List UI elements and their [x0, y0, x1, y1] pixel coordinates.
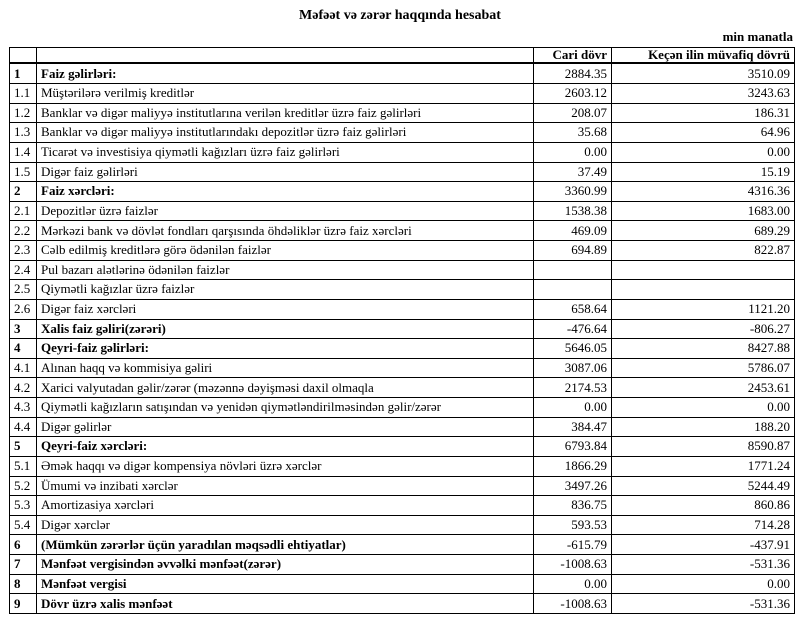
row-label-cell: Mənfəət vergisindən əvvəlki mənfəət(zərər)	[37, 555, 534, 575]
row-number-cell: 2.3	[10, 241, 37, 261]
row-label-cell: Amortizasiya xərcləri	[37, 496, 534, 516]
table-row	[10, 594, 795, 614]
row-number-cell: 4	[10, 339, 37, 359]
current-period-value-cell: 2603.12	[534, 84, 612, 104]
previous-period-value-cell: 186.31	[612, 103, 795, 123]
row-label-cell: (Mümkün zərərlər üçün yaradılan məqsədli ehtiyatlar)	[37, 535, 534, 555]
table-row	[10, 496, 795, 516]
table-row	[10, 260, 795, 280]
current-period-value-cell	[534, 280, 612, 300]
row-number-cell: 2.6	[10, 299, 37, 319]
table-row	[10, 339, 795, 359]
table-row	[10, 437, 795, 457]
table-row	[10, 123, 795, 143]
previous-period-value-cell: 0.00	[612, 142, 795, 162]
current-period-value-cell	[534, 260, 612, 280]
row-number-cell: 2.1	[10, 201, 37, 221]
row-number-cell: 1.4	[10, 142, 37, 162]
previous-period-value-cell: 0.00	[612, 398, 795, 418]
table-row	[10, 398, 795, 418]
table-row	[10, 162, 795, 182]
previous-period-value-cell: 1683.00	[612, 201, 795, 221]
current-period-value-cell: 694.89	[534, 241, 612, 261]
row-number-cell: 4.2	[10, 378, 37, 398]
table-row	[10, 574, 795, 594]
table-row	[10, 84, 795, 104]
row-number-cell: 1.1	[10, 84, 37, 104]
row-label-cell: Pul bazarı alətlərinə ödənilən faizlər	[37, 260, 534, 280]
previous-period-value-cell: 3243.63	[612, 84, 795, 104]
current-period-value-cell: 0.00	[534, 398, 612, 418]
current-period-value-cell: 836.75	[534, 496, 612, 516]
table-row	[10, 299, 795, 319]
row-number-cell: 1.5	[10, 162, 37, 182]
row-label-cell: Qeyri-faiz xərcləri:	[37, 437, 534, 457]
previous-period-value-cell: -437.91	[612, 535, 795, 555]
unit-note: min manatla	[722, 29, 793, 44]
row-label-cell: Ümumi və inzibati xərclər	[37, 476, 534, 496]
row-number-cell: 8	[10, 574, 37, 594]
previous-period-value-cell: 15.19	[612, 162, 795, 182]
current-period-value-cell: 1538.38	[534, 201, 612, 221]
row-label-cell: Qeyri-faiz gəlirləri:	[37, 339, 534, 359]
row-number-cell: 2.5	[10, 280, 37, 300]
table-row	[10, 378, 795, 398]
profit-loss-table	[9, 47, 795, 614]
row-label-cell: Digər faiz xərcləri	[37, 299, 534, 319]
previous-period-value-cell: 3510.09	[612, 63, 795, 83]
row-label-cell: Dövr üzrə xalis mənfəət	[37, 594, 534, 614]
row-label-cell: Alınan haqq və kommisiya gəliri	[37, 358, 534, 378]
row-label-cell: Depozitlər üzrə faizlər	[37, 201, 534, 221]
current-period-value-cell: 384.47	[534, 417, 612, 437]
current-period-value-cell: 3497.26	[534, 476, 612, 496]
row-number-cell: 5.2	[10, 476, 37, 496]
row-label-cell: Müştərilərə verilmiş kreditlər	[37, 84, 534, 104]
current-period-value-cell: 469.09	[534, 221, 612, 241]
current-period-value-cell: 37.49	[534, 162, 612, 182]
report-table-body	[10, 63, 795, 613]
page-title: Məfəət və zərər haqqında hesabat	[299, 8, 501, 23]
col-header-current-period: Cari dövr	[534, 48, 612, 64]
current-period-value-cell: 1866.29	[534, 456, 612, 476]
row-label-cell: Digər gəlirlər	[37, 417, 534, 437]
row-number-cell: 1.3	[10, 123, 37, 143]
table-row	[10, 221, 795, 241]
current-period-value-cell: -476.64	[534, 319, 612, 339]
table-row	[10, 182, 795, 202]
previous-period-value-cell: 64.96	[612, 123, 795, 143]
previous-period-value-cell: 860.86	[612, 496, 795, 516]
table-row	[10, 515, 795, 535]
row-label-cell: Qiymətli kağızların satışından və yenidən qiymətləndirilməsindən gəlir/zərər	[37, 398, 534, 418]
row-label-cell: Xalis faiz gəliri(zərəri)	[37, 319, 534, 339]
current-period-value-cell: 3360.99	[534, 182, 612, 202]
table-row	[10, 476, 795, 496]
table-row	[10, 103, 795, 123]
col-header-label	[37, 48, 534, 64]
col-header-number	[10, 48, 37, 64]
table-row	[10, 280, 795, 300]
previous-period-value-cell: 0.00	[612, 574, 795, 594]
row-number-cell: 5.4	[10, 515, 37, 535]
current-period-value-cell: 35.68	[534, 123, 612, 143]
row-number-cell: 2	[10, 182, 37, 202]
current-period-value-cell: 2884.35	[534, 63, 612, 83]
previous-period-value-cell: 4316.36	[612, 182, 795, 202]
current-period-value-cell: 593.53	[534, 515, 612, 535]
previous-period-value-cell: 188.20	[612, 417, 795, 437]
current-period-value-cell: -1008.63	[534, 594, 612, 614]
row-label-cell: Faiz xərcləri:	[37, 182, 534, 202]
table-row	[10, 241, 795, 261]
row-number-cell: 1	[10, 63, 37, 83]
current-period-value-cell: 208.07	[534, 103, 612, 123]
row-number-cell: 4.4	[10, 417, 37, 437]
current-period-value-cell: 0.00	[534, 142, 612, 162]
row-label-cell: Mənfəət vergisi	[37, 574, 534, 594]
row-number-cell: 4.1	[10, 358, 37, 378]
row-number-cell: 1.2	[10, 103, 37, 123]
current-period-value-cell: 2174.53	[534, 378, 612, 398]
row-label-cell: Mərkəzi bank və dövlət fondları qarşısında öhdəliklər üzrə faiz xərcləri	[37, 221, 534, 241]
row-number-cell: 5.1	[10, 456, 37, 476]
current-period-value-cell: -615.79	[534, 535, 612, 555]
row-label-cell: Faiz gəlirləri:	[37, 63, 534, 83]
previous-period-value-cell: 689.29	[612, 221, 795, 241]
row-label-cell: Qiymətli kağızlar üzrə faizlər	[37, 280, 534, 300]
row-number-cell: 5.3	[10, 496, 37, 516]
table-row	[10, 319, 795, 339]
table-row	[10, 456, 795, 476]
current-period-value-cell: 0.00	[534, 574, 612, 594]
previous-period-value-cell: -531.36	[612, 555, 795, 575]
previous-period-value-cell	[612, 280, 795, 300]
previous-period-value-cell: -531.36	[612, 594, 795, 614]
previous-period-value-cell: 8427.88	[612, 339, 795, 359]
table-row	[10, 63, 795, 83]
row-label-cell: Digər faiz gəlirləri	[37, 162, 534, 182]
row-label-cell: Banklar və digər maliyyə institutlarına verilən kreditlər üzrə faiz gəlirləri	[37, 103, 534, 123]
row-number-cell: 9	[10, 594, 37, 614]
row-label-cell: Xarici valyutadan gəlir/zərər (məzənnə dəyişməsi daxil olmaqla	[37, 378, 534, 398]
table-row	[10, 142, 795, 162]
previous-period-value-cell: 5786.07	[612, 358, 795, 378]
col-header-previous-period: Keçən ilin müvafiq dövrü	[612, 48, 795, 64]
current-period-value-cell: -1008.63	[534, 555, 612, 575]
previous-period-value-cell	[612, 260, 795, 280]
previous-period-value-cell: 714.28	[612, 515, 795, 535]
row-number-cell: 7	[10, 555, 37, 575]
row-number-cell: 2.4	[10, 260, 37, 280]
row-number-cell: 3	[10, 319, 37, 339]
row-label-cell: Cəlb edilmiş kreditlərə görə ödənilən faizlər	[37, 241, 534, 261]
previous-period-value-cell: 2453.61	[612, 378, 795, 398]
current-period-value-cell: 658.64	[534, 299, 612, 319]
table-row	[10, 555, 795, 575]
previous-period-value-cell: 8590.87	[612, 437, 795, 457]
table-row	[10, 358, 795, 378]
row-number-cell: 2.2	[10, 221, 37, 241]
header-row	[10, 48, 795, 64]
previous-period-value-cell: 822.87	[612, 241, 795, 261]
table-row	[10, 535, 795, 555]
row-label-cell: Əmək haqqı və digər kompensiya növləri üzrə xərclər	[37, 456, 534, 476]
row-label-cell: Digər xərclər	[37, 515, 534, 535]
table-row	[10, 417, 795, 437]
row-number-cell: 4.3	[10, 398, 37, 418]
previous-period-value-cell: 1121.20	[612, 299, 795, 319]
row-label-cell: Banklar və digər maliyyə institutlarındakı depozitlər üzrə faiz gəlirləri	[37, 123, 534, 143]
table-row	[10, 201, 795, 221]
previous-period-value-cell: 1771.24	[612, 456, 795, 476]
previous-period-value-cell: -806.27	[612, 319, 795, 339]
row-number-cell: 5	[10, 437, 37, 457]
row-label-cell: Ticarət və investisiya qiymətli kağızları üzrə faiz gəlirləri	[37, 142, 534, 162]
current-period-value-cell: 5646.05	[534, 339, 612, 359]
current-period-value-cell: 6793.84	[534, 437, 612, 457]
previous-period-value-cell: 5244.49	[612, 476, 795, 496]
current-period-value-cell: 3087.06	[534, 358, 612, 378]
row-number-cell: 6	[10, 535, 37, 555]
